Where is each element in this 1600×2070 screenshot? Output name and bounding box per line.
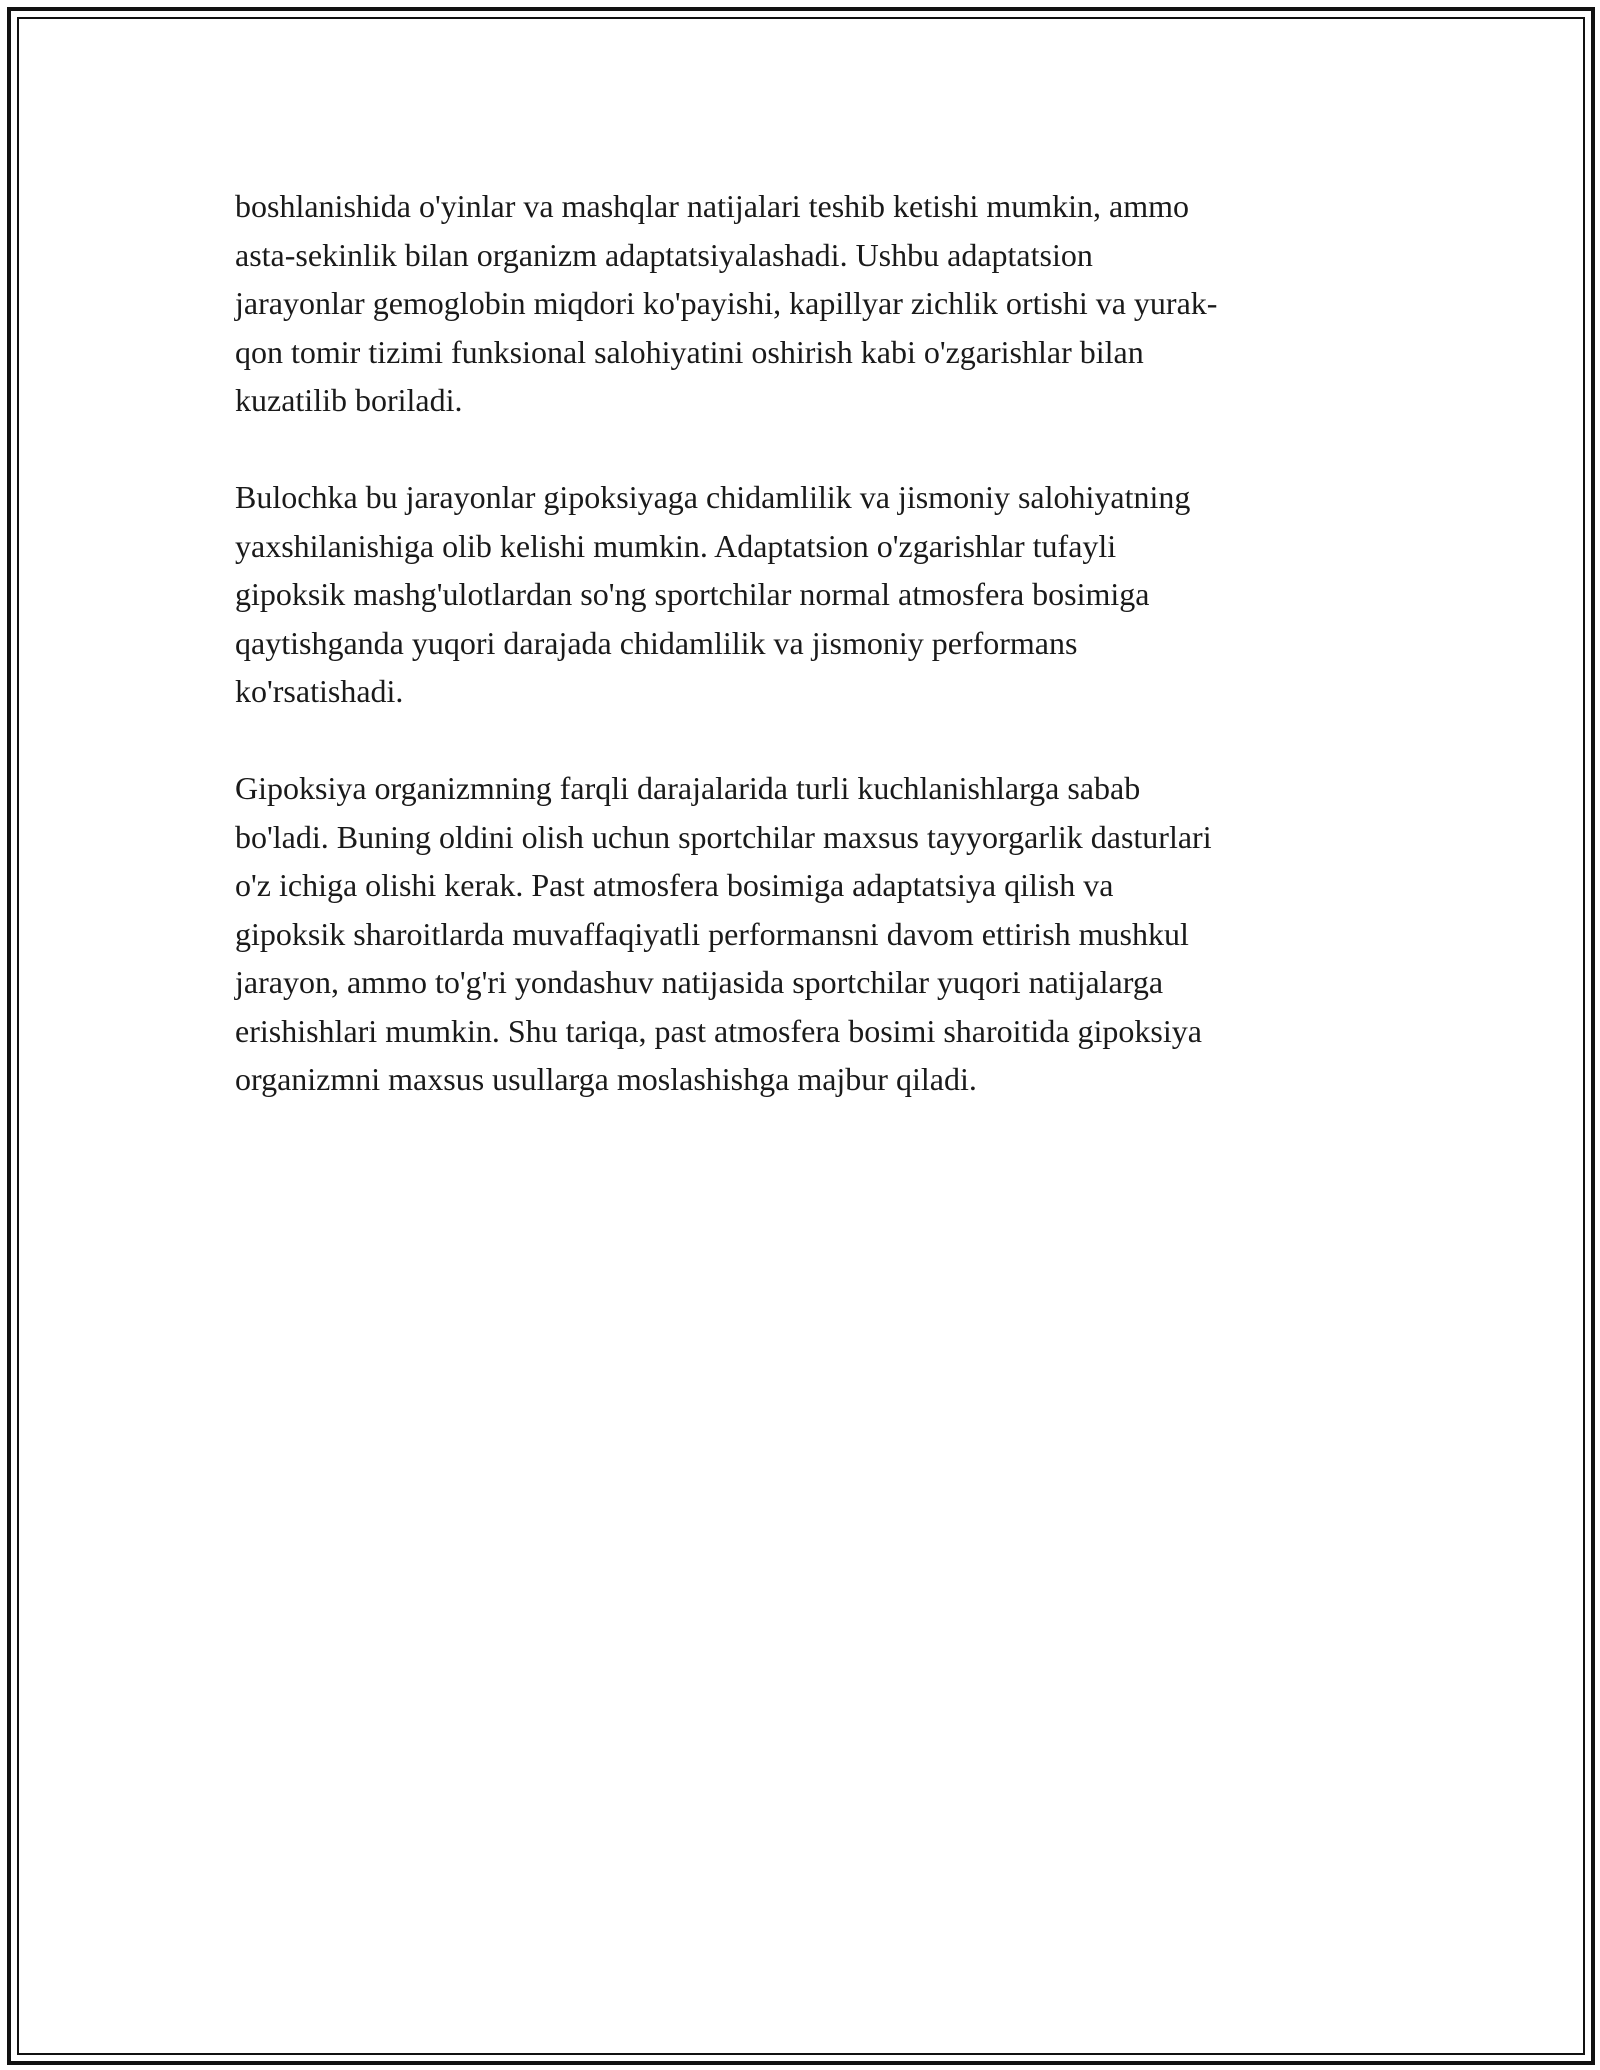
- text-line: qaytishganda yuqori darajada chidamlilik va jismoniy performans: [235, 624, 1078, 661]
- text-line: jarayonlar gemoglobin miqdori ko'payishi, kapillyar zichlik ortishi va yurak-: [235, 285, 1218, 321]
- text-line: bo'ladi. Buning oldini olish uchun sportchilar maxsus tayyorgarlik dasturlari: [235, 818, 1212, 855]
- text-line: boshlanishida o'yinlar va mashqlar natijalari teshib ketishi mumkin, ammo: [235, 188, 1190, 224]
- text-line: Gipoksiya organizmning farqli darajalarida turli kuchlanishlarga sabab: [235, 770, 1141, 806]
- paragraph-2: [235, 473, 1370, 716]
- paragraph-3: [235, 764, 1370, 1104]
- text-line: asta-sekinlik bilan organizm adaptatsiyalashadi. Ushbu adaptatsion: [235, 236, 1093, 273]
- paragraph-1: [235, 182, 1370, 425]
- text-line: ko'rsatishadi.: [235, 673, 404, 709]
- text-line: qon tomir tizimi funksional salohiyatini oshirish kabi o'zgarishlar bilan: [235, 333, 1144, 370]
- text-line: jarayon, ammo to'g'ri yondashuv natijasida sportchilar yuqori natijalarga: [235, 964, 1164, 1000]
- text-line: gipoksik sharoitlarda muvaffaqiyatli performansni davom ettirish mushkul: [235, 915, 1189, 952]
- page-body: [235, 182, 1370, 1152]
- text-line: yaxshilanishiga olib kelishi mumkin. Adaptatsion o'zgarishlar tufayli: [235, 527, 1117, 564]
- text-line: gipoksik mashg'ulotlardan so'ng sportchilar normal atmosfera bosimiga: [235, 576, 1150, 612]
- text-line: erishishlari mumkin. Shu tariqa, past atmosfera bosimi sharoitida gipoksiya: [235, 1012, 1202, 1049]
- text-line: Bulochka bu jarayonlar gipoksiyaga chidamlilik va jismoniy salohiyatning: [235, 479, 1191, 515]
- text-line: o'z ichiga olishi kerak. Past atmosfera bosimiga adaptatsiya qilish va: [235, 867, 1114, 903]
- text-line: organizmni maxsus usullarga moslashishga majbur qiladi.: [235, 1061, 977, 1097]
- text-line: kuzatilib boriladi.: [235, 382, 463, 418]
